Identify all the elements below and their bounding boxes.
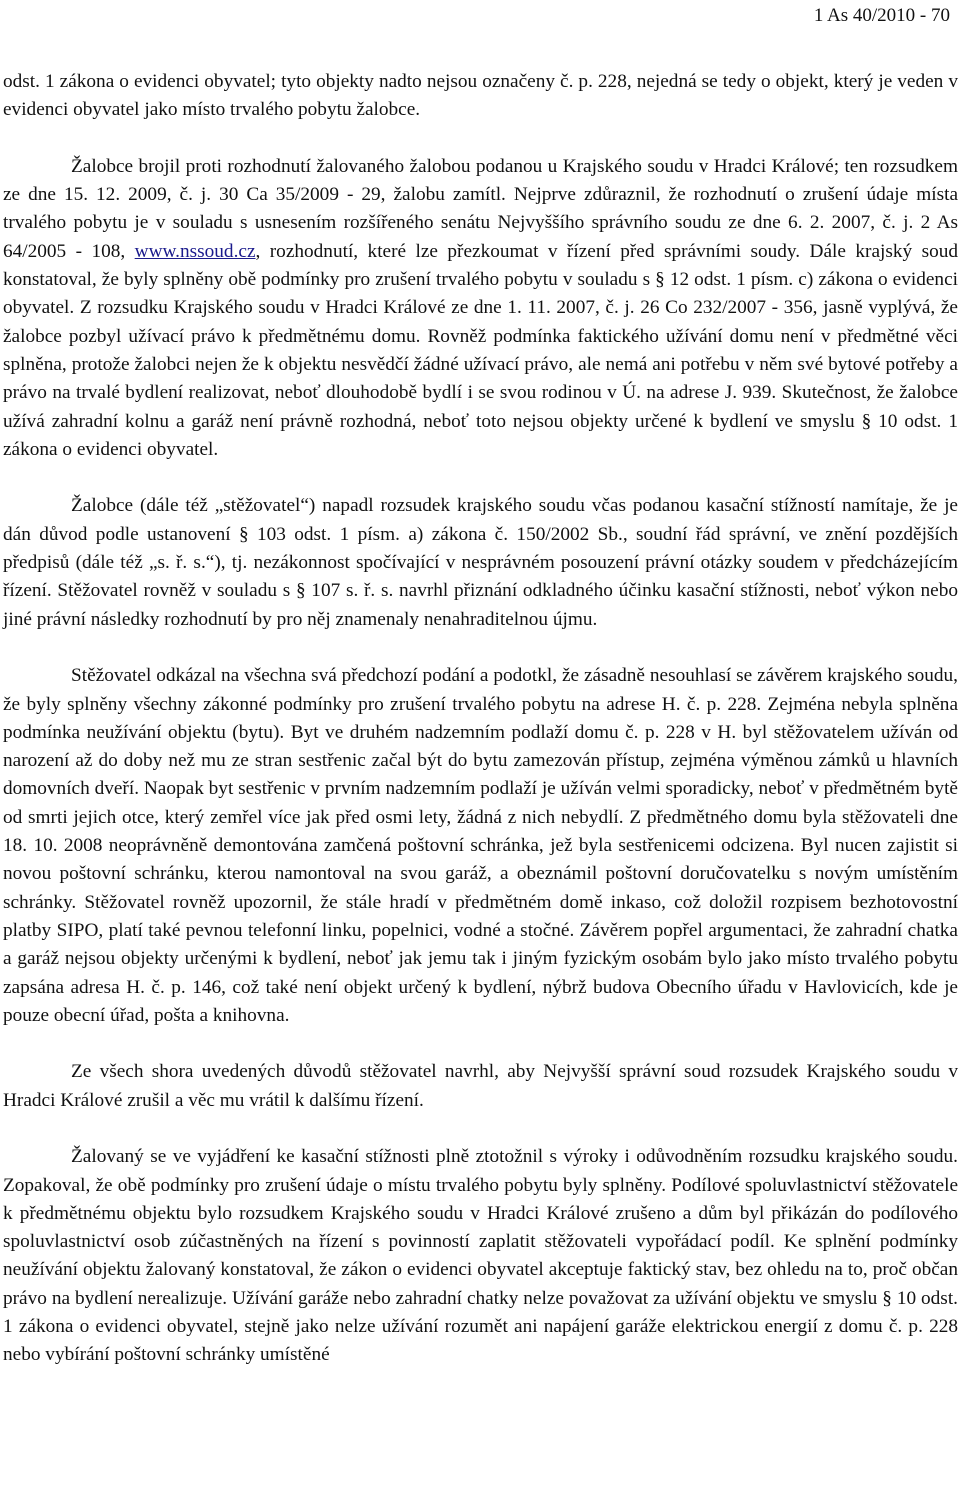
paragraph-2-text-a: Žalobce brojil proti rozhodnutí žalovaného žalobou podanou u Krajského soudu v Hradci Králové; ten rozsudkem ze dne 15. 12. 2009, č. j. 30 Ca 35/2009 - 29, žalobu zamítl. Nejprve zdůraznil, že rozhodnutí o zrušení údaje místa trvalého pobytu je v souladu s usnesením rozšířeného senátu Nejvyššího správního soudu ze dne 6. 2. 2007, č. j. 2 As 64/2005 - 108, — [3, 155, 958, 262]
paragraph-5: Ze všech shora uvedených důvodů stěžovatel navrhl, aby Nejvyšší správní soud rozsudek Krajského soudu v Hradci Králové zrušil a věc mu vrátil k dalšímu řízení. — [3, 1061, 958, 1111]
paragraph-4: Stěžovatel odkázal na všechna svá předchozí podání a podotkl, že zásadně nesouhlasí se závěrem krajského soudu, že byly splněny všechny zákonné podmínky pro zrušení trvalého pobytu na adrese H. č. p. 228. Zejména nebyla splněna podmínka neužívání objektu (bytu). Byt ve druhém nadzemním podlaží domu č. p. 228 v H. byl stěžovatelem užíván od narození až do doby než mu ze stran sestřenic začal být do bytu zamezován přístup, zejména výměnou zámků u hlavních domovních dveří. Naopak byt sestřenic v prvním nadzemním podlaží je užíván velmi sporadicky, neboť v předmětném bytě od smrti jejich otce, který zemřel více jak před osmi lety, žádná z nich nebydlí. Z předmětného domu byla stěžovateli dne 18. 10. 2008 neoprávněně demontována zamčená poštovní schránka, jež byla sestřenicemi odcizena. Byl nucen zajistit si novou poštovní schránku, kterou namontoval na svou garáž, a obeznámil poštovní doručovatelku s novým umístěním schránky. Stěžovatel rovněž upozornil, že stále hradí v předmětném domě inkaso, což doložil rozpisem bezhotovostní platby SIPO, platí také pevnou telefonní linku, popelnici, vodné a stočné. Závěrem popřel argumentaci, že zahradní chatka a garáž nejsou objekty určenými k bydlení, neboť jak jemu tak i jiným fyzickým osobám bylo jako místo trvalého pobytu zapsána adresa H. č. p. 146, což také není objekt určený k bydlení, nýbrž budova Obecního úřadu v Havlovicích, kde je pouze obecní úřad, pošta a knihovna. — [3, 665, 958, 1026]
paragraph-6: Žalovaný se ve vyjádření ke kasační stížnosti plně ztotožnil s výroky i odůvodněním rozsudku krajského soudu. Zopakoval, že obě podmínky pro zrušení údaje o místu trvalého pobytu byly splněny. Podílové spoluvlastnictví stěžovatele k předmětnému objektu bylo rozsudkem Krajského soudu v Hradci Králové zrušeno a dům byl přikázán do podílového spoluvlastnictví osob zúčastněných na řízení s povinností zaplatit stěžovateli vypořádací podíl. Ke splnění podmínky neužívání objektu žalovaný konstatoval, že zákon o evidenci obyvatel akceptuje faktický stav, bez ohledu na to, proč občan právo na bydlení nerealizuje. Užívání garáže nebo zahradní chatky nelze považovat za užívání objektu ve smyslu § 10 odst. 1 zákona o evidenci obyvatel, stejně jako nelze užívání rozumět ani napájení garáže elektrickou energií z domu č. p. 228 nebo vybírání poštovní schránky umístěné — [3, 1146, 958, 1366]
paragraph-2-text-b: , rozhodnutí, které lze přezkoumat v řízení před správními soudy. Dále krajský soud konstatoval, že byly splněny obě podmínky pro zrušení trvalého pobytu v souladu s § 12 odst. 1 písm. c) zákona o evidenci obyvatel. Z rozsudku Krajského soudu v Hradci Králové ze dne 1. 11. 2007, č. j. 26 Co 232/2007 - 356, jasně vyplývá, že žalobce pozbyl užívací právo k předmětnému domu. Rovněž podmínka faktického užívání domu není v předmětné věci splněna, protože žalobci nejen že k objektu nesvědčí žádné užívací právo, ale nemá ani potřebu v něm své bytové potřeby a právo na trvalé bydlení realizovat, neboť dlouhodobě bydlí i se svou rodinou v Ú. na adrese J. 939. Skutečnost, že žalobce užívá zahradní kolnu a garáž není právně rozhodná, neboť toto nejsou objekty určené k bydlení ve smyslu § 10 odst. 1 zákona o evidenci obyvatel. — [3, 240, 958, 460]
paragraph-2 — [3, 153, 958, 464]
paragraph-3: Žalobce (dále též „stěžovatel“) napadl rozsudek krajského soudu včas podanou kasační stížností namítaje, že je dán důvod podle ustanovení § 103 odst. 1 písm. a) zákona č. 150/2002 Sb., soudní řád správní, ve znění pozdějších předpisů (dále též „s. ř. s.“), tj. nezákonnost spočívající v nesprávném posouzení právní otázky soudem v předcházejícím řízení. Stěžovatel rovněž v souladu s § 107 s. ř. s. navrhl přiznání odkladného účinku kasační stížnosti, neboť výkon nebo jiné právní následky rozhodnutí by pro něj znamenaly nenahraditelnou újmu. — [3, 495, 958, 630]
paragraph-1: odst. 1 zákona o evidenci obyvatel; tyto objekty nadto nejsou označeny č. p. 228, nejedná se tedy o objekt, který je veden v evidenci obyvatel jako místo trvalého pobytu žalobce. — [3, 71, 958, 121]
nssoud-link[interactable]: www.nssoud.cz — [134, 240, 256, 262]
document-body — [3, 68, 958, 1398]
case-reference: 1 As 40/2010 - 70 — [813, 5, 950, 26]
